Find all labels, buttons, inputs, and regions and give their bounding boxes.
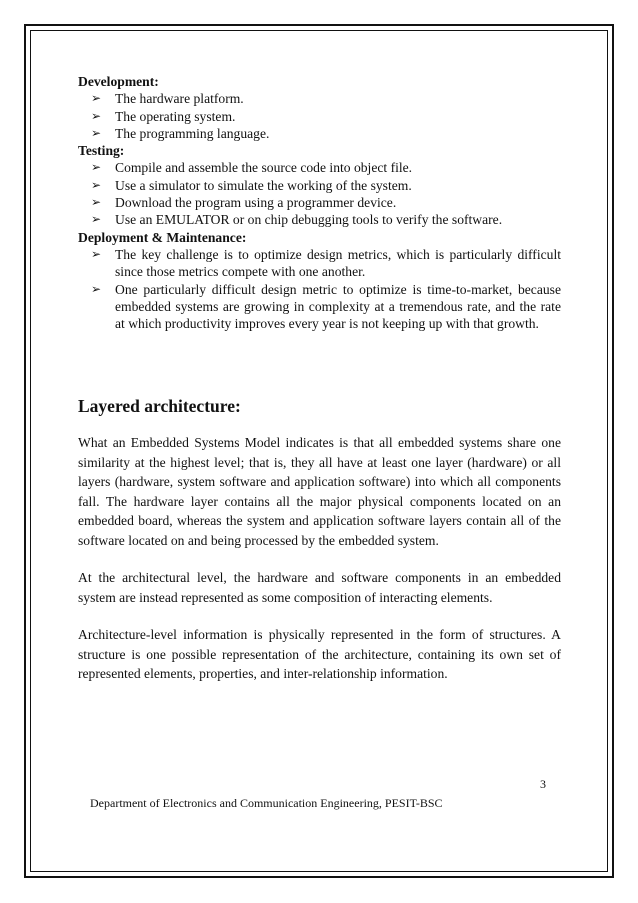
list-item: ➢ The programming language. xyxy=(91,125,270,141)
list-item: ➢ The hardware platform. xyxy=(91,91,244,107)
footer-department: Department of Electronics and Communication Engineering, PESIT-BSC xyxy=(90,796,443,810)
page-number: 3 xyxy=(540,777,546,791)
arrow-bullet-icon: ➢ xyxy=(91,160,102,175)
arrow-bullet-icon: ➢ xyxy=(91,177,102,192)
list-item: ➢ Compile and assemble the source code into object file. xyxy=(91,160,413,176)
list-item: ➢ Use an EMULATOR or on chip debugging tools to verify the software. xyxy=(91,212,503,228)
arrow-bullet-icon: ➢ xyxy=(91,246,102,261)
section-heading-deployment: Deployment & Maintenance: xyxy=(78,229,247,245)
section-heading-development: Development: xyxy=(78,74,159,89)
paragraph: What an Embedded Systems Model indicates is that all embedded systems share one similarity at the highest level; that is, they all have at least one layer (hardware) or all layers (hardware, system software and application software) into which all components fall. The hardware layer contains all the major physical components located on an embedded board, whereas the system and application software layers contain all of the software located on and being processed by the embedded system. xyxy=(78,435,561,548)
section-heading-testing: Testing: xyxy=(78,143,125,159)
arrow-bullet-icon: ➢ xyxy=(91,125,102,140)
paragraph: Architecture-level information is physically represented in the form of structures. A structure is one possible representation of the architecture, containing its own set of represented elements, properties, and inter-relationship information. xyxy=(78,627,561,681)
list-item: ➢ One particularly difficult design metric to optimize is time-to-market, because embedded systems are growing in complexity at a tremendous rate, and the rate at which productivity improves every year is not keeping up with that growth. xyxy=(91,281,561,332)
arrow-bullet-icon: ➢ xyxy=(91,281,102,296)
layered-architecture-title: Layered architecture: xyxy=(78,396,241,416)
list-item: ➢ Download the program using a programmer device. xyxy=(91,195,397,211)
deployment-list xyxy=(78,246,561,332)
list-item: ➢ Use a simulator to simulate the working of the system. xyxy=(91,177,412,193)
paragraph: At the architectural level, the hardware and software components in an embedded system are instead represented as some composition of interacting elements. xyxy=(78,570,561,605)
arrow-bullet-icon: ➢ xyxy=(91,91,102,106)
arrow-bullet-icon: ➢ xyxy=(91,195,102,210)
list-item: ➢ The operating system. xyxy=(91,108,236,124)
list-item: ➢ The key challenge is to optimize design metrics, which is particularly difficult since those metrics compete with one another. xyxy=(91,246,561,280)
arrow-bullet-icon: ➢ xyxy=(91,212,102,227)
arrow-bullet-icon: ➢ xyxy=(91,108,102,123)
testing-list xyxy=(78,159,561,228)
development-list xyxy=(78,90,561,142)
process-steps xyxy=(78,73,561,332)
